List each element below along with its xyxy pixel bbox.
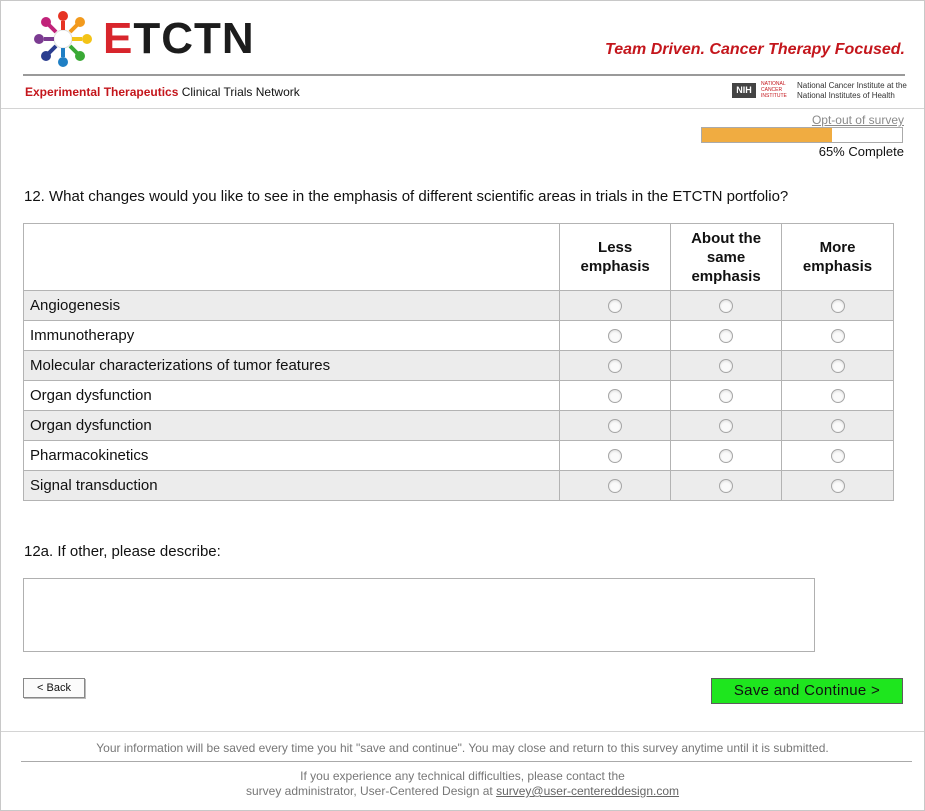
contact-line-1: If you experience any technical difficulties, please contact the xyxy=(300,769,625,783)
radio-angiogenesis-more[interactable] xyxy=(831,299,845,313)
row-label: Immunotherapy xyxy=(24,321,560,351)
question-12-text: 12. What changes would you like to see in the emphasis of different scientific areas in trials in the ETCTN portfolio? xyxy=(24,188,789,205)
cell-less xyxy=(560,381,671,411)
matrix-row-pharmacokinetics xyxy=(24,441,894,471)
back-button[interactable]: < Back xyxy=(23,678,85,698)
radio-immunotherapy-less[interactable] xyxy=(608,329,622,343)
cell-same xyxy=(671,441,782,471)
radio-organ-1-less[interactable] xyxy=(608,389,622,403)
tagline: Team Driven. Cancer Therapy Focused. xyxy=(605,41,905,58)
cell-same xyxy=(671,321,782,351)
question-12a-text: 12a. If other, please describe: xyxy=(24,543,221,560)
cell-less xyxy=(560,411,671,441)
other-description-textarea[interactable] xyxy=(23,578,815,652)
nci-line-2: National Institutes of Health xyxy=(797,91,895,100)
cell-less xyxy=(560,291,671,321)
contact-info xyxy=(1,769,924,799)
nci-logo: NATIONAL CANCER INSTITUTE xyxy=(761,81,787,99)
column-header-same xyxy=(671,224,782,291)
cell-more xyxy=(782,471,894,501)
cell-more xyxy=(782,441,894,471)
cell-more xyxy=(782,351,894,381)
matrix-header-row xyxy=(24,224,894,291)
radio-organ-2-same[interactable] xyxy=(719,419,733,433)
radio-immunotherapy-more[interactable] xyxy=(831,329,845,343)
matrix-corner-cell xyxy=(24,224,560,291)
footer-inner-divider xyxy=(21,761,912,762)
cell-less xyxy=(560,321,671,351)
contact-line-2 xyxy=(1,784,924,799)
cell-more xyxy=(782,411,894,441)
column-header-less-label: Less emphasis xyxy=(580,239,650,275)
radio-molecular-more[interactable] xyxy=(831,359,845,373)
radio-signal-more[interactable] xyxy=(831,479,845,493)
save-note: Your information will be saved every time you hit "save and continue". You may close and return to this survey anytime until it is submitted. xyxy=(96,741,829,755)
logo-letter-e: E xyxy=(103,14,134,63)
row-label: Angiogenesis xyxy=(24,291,560,321)
row-label: Signal transduction xyxy=(24,471,560,501)
radio-angiogenesis-same[interactable] xyxy=(719,299,733,313)
cell-more xyxy=(782,321,894,351)
progress-bar xyxy=(701,127,903,143)
header-divider xyxy=(23,74,905,76)
row-label: Organ dysfunction xyxy=(24,381,560,411)
cell-same xyxy=(671,291,782,321)
network-name-highlight: Experimental Therapeutics xyxy=(25,85,179,99)
nci-line-1: National Cancer Institute at the xyxy=(797,81,907,90)
cell-less xyxy=(560,351,671,381)
cell-same xyxy=(671,471,782,501)
matrix-row-angiogenesis xyxy=(24,291,894,321)
network-name xyxy=(25,85,300,99)
row-label: Organ dysfunction xyxy=(24,411,560,441)
radio-organ-2-less[interactable] xyxy=(608,419,622,433)
column-header-more xyxy=(782,224,894,291)
column-header-more-label: More emphasis xyxy=(802,239,873,275)
save-and-continue-button[interactable]: Save and Continue > xyxy=(711,678,903,704)
radio-organ-1-more[interactable] xyxy=(831,389,845,403)
column-header-less xyxy=(560,224,671,291)
contact-line-2-text: survey administrator, User-Centered Design at xyxy=(245,784,497,798)
etctn-logo-icon xyxy=(31,9,95,69)
radio-organ-2-more[interactable] xyxy=(831,419,845,433)
matrix-row-organ-dysfunction-2 xyxy=(24,411,894,441)
radio-signal-less[interactable] xyxy=(608,479,622,493)
logo-letters: TCTN xyxy=(133,14,255,63)
opt-out-link[interactable]: Opt-out of survey xyxy=(811,113,904,127)
radio-pharmacokinetics-less[interactable] xyxy=(608,449,622,463)
row-label: Pharmacokinetics xyxy=(24,441,560,471)
matrix-row-signal-transduction xyxy=(24,471,894,501)
radio-molecular-less[interactable] xyxy=(608,359,622,373)
cell-same xyxy=(671,381,782,411)
cell-more xyxy=(782,381,894,411)
matrix-row-molecular xyxy=(24,351,894,381)
radio-pharmacokinetics-more[interactable] xyxy=(831,449,845,463)
cell-same xyxy=(671,351,782,381)
emphasis-matrix xyxy=(23,223,894,501)
header-bottom-divider xyxy=(1,108,924,109)
radio-angiogenesis-less[interactable] xyxy=(608,299,622,313)
radio-immunotherapy-same[interactable] xyxy=(719,329,733,343)
progress-label: 65% Complete xyxy=(818,144,904,159)
radio-organ-1-same[interactable] xyxy=(719,389,733,403)
cell-less xyxy=(560,471,671,501)
etctn-logo-text xyxy=(103,15,255,63)
nci-affiliation xyxy=(797,81,907,101)
radio-pharmacokinetics-same[interactable] xyxy=(719,449,733,463)
progress-bar-fill xyxy=(702,128,832,142)
row-label: Molecular characterizations of tumor features xyxy=(24,351,560,381)
radio-signal-same[interactable] xyxy=(719,479,733,493)
network-name-rest: Clinical Trials Network xyxy=(178,85,300,99)
cell-more xyxy=(782,291,894,321)
cell-less xyxy=(560,441,671,471)
matrix-row-immunotherapy xyxy=(24,321,894,351)
footer-divider xyxy=(1,731,924,732)
matrix-row-organ-dysfunction-1 xyxy=(24,381,894,411)
cell-same xyxy=(671,411,782,441)
column-header-same-label: About the same emphasis xyxy=(691,229,762,285)
nih-logo: NIH xyxy=(732,83,756,98)
contact-email-link[interactable]: survey@user-centereddesign.com xyxy=(496,784,680,798)
radio-molecular-same[interactable] xyxy=(719,359,733,373)
